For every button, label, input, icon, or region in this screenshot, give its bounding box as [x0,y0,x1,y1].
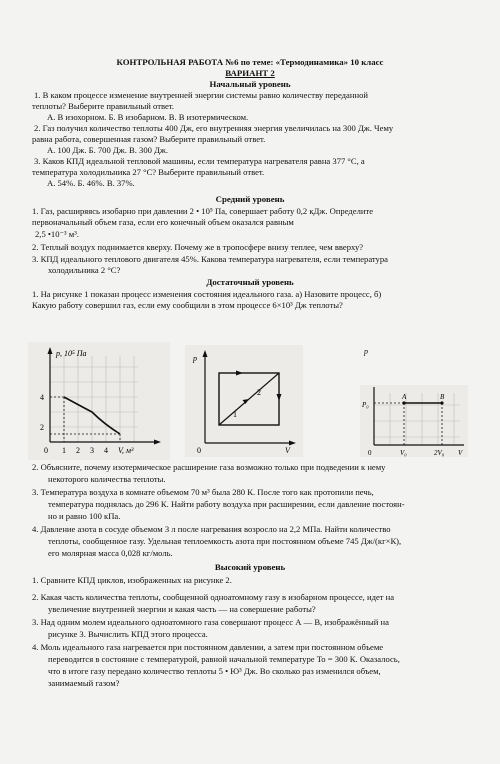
figure-2-origin: 0 [197,446,201,455]
figure-3-p0-label: P₀ [362,401,369,409]
high-q3-line2: рисунке 3. Вычислить КПД этого процесса. [48,629,208,639]
level-heading-middle: Средний уровень [215,194,285,204]
high-q3-line1: 3. Над одним молем идеального одноатомного газа совершают процесс А — В, изображённый на [32,617,389,627]
sufficient-q4-line1: 4. Давление азота в сосуде объемом 3 л после нагревания возросло на 2,2 МПа. Найти количество [32,524,391,534]
basic-q1-line1: 1. В каком процессе изменение внутренней энергии системы равно количеству переданной [34,90,368,100]
figure-2-x-label: V [285,446,290,455]
page-title: КОНТРОЛЬНАЯ РАБОТА №6 по теме: «Термодинамика» 10 класс [116,57,384,67]
high-q4-line4: занимаемый газом? [48,678,120,688]
high-q4-line3: что в итоге газу передано количество теплоты 5 • Ю³ Дж. Во сколько раз изменился объем, [48,666,381,676]
figure-2-graph [185,345,303,457]
figure-1-graph [28,342,170,460]
basic-q1-answers: А. В изохорном. Б. В изобарном. В. В изотермическом. [47,112,249,122]
figure-1-ytick: 4 [40,393,44,402]
basic-q1-line2: теплоты? Выберите правильный ответ. [32,101,175,111]
figure-1-xtick: 0 [44,446,48,455]
basic-q3-answers: А. 54%. Б. 46%. В. 37%. [47,178,135,188]
figure-3-origin: 0 [368,449,372,457]
sufficient-q3-line3: но и равно 100 кПа. [48,511,121,521]
basic-q2-line2: равна работа, совершенная газом? Выберите правильный ответ. [32,134,266,144]
basic-q2-line1: 2. Газ получил количество теплоты 400 Дж, его внутренняя энергия увеличилась на 300 Дж. Чему [34,123,394,133]
figure-1-y-label: p, 10⁵ Па [56,349,87,358]
figure-1-x-label: V, м³ [118,446,134,455]
sufficient-q3-line1: 3. Температура воздуха в комнате объемом 70 м³ была 280 К. После того как протопили печь, [32,487,374,497]
middle-q1-line3: 2,5 •10⁻³ м³. [35,229,79,239]
figure-1-ytick: 2 [40,423,44,432]
sufficient-q1-line2: Какую работу совершил газ, если ему сообщили в этом процессе 6×10³ Дж теплоты? [32,300,343,310]
middle-q2: 2. Теплый воздух поднимается кверху. Почему же в тропосфере внизу теплее, чем вверху? [32,242,364,252]
figure-2-y-label: p [193,354,197,363]
sufficient-q4-line3: его молярная масса 0,028 кг/моль. [48,548,173,558]
figure-1-xtick: 1 [62,446,66,455]
sufficient-q2-line1: 2. Объясните, почему изотермическое расширение газа возможно только при подведении к нему [32,462,386,472]
level-heading-basic: Начальный уровень [209,79,291,89]
level-heading-high: Высокий уровень [214,562,286,572]
figure-3-graph [360,385,468,457]
figure-3-point-a: A [402,393,407,401]
figure-3-x-label: V [458,449,463,457]
figure-3-point-b: B [440,393,445,401]
sufficient-q1-line1: 1. На рисунке 1 показан процесс изменения состояния идеального газа. а) Назовите процесс, б) [32,289,382,299]
high-q4-line1: 4. Моль идеального газа нагревается при постоянном давлении, а затем при постоянном объеме [32,642,384,652]
basic-q3-line2: температура холодильника 27 °С? Выберите правильный ответ. [32,167,265,177]
figure-1-xtick: 2 [76,446,80,455]
middle-q3-line1: 3. КПД идеального теплового двигателя 45%. Какова температура нагревателя, если температура [32,254,388,264]
basic-q2-answers: А. 100 Дж. Б. 700 Дж. В. 300 Дж. [47,145,169,155]
figure-3-y-label: p [364,347,368,356]
basic-q3-line1: 3. Каков КПД идеальной тепловой машины, если температура нагревателя равна 377 °С, а [34,156,365,166]
figure-3-2v0-tick: 2V₀ [434,449,445,457]
middle-q3-line2: холодильника 2 °С? [48,265,121,275]
high-q2-line1: 2. Какая часть количества теплоты, сообщенной одноатомному газу в изобарном процессе, идет на [32,592,395,602]
high-q1: 1. Сравните КПД циклов, изображенных на рисунке 2. [32,575,232,585]
sufficient-q4-line2: теплоты, сообщенное газу. Удельная теплоемкость азота при постоянном объеме 745 Дж/(кг×К), [48,536,402,546]
level-heading-sufficient: Достаточный уровень [206,277,294,287]
figure-2-label-1: 1 [233,410,237,419]
middle-q1-line2: первоначальный объем газа, если его конечный объем оказался равным [32,217,294,227]
variant-title: ВАРИАНТ 2 [225,68,275,78]
high-q2-line2: увеличение внутренней энергии и какая часть — на совершение работы? [48,604,316,614]
figure-1-xtick: 3 [90,446,94,455]
figure-3-v0-tick: V₀ [400,449,407,457]
sufficient-q3-line2: температура поднялась до 296 К. Найти работу воздуха при расширении, если давление постоян- [48,499,405,509]
sufficient-q2-line2: некоторого количества теплоты. [48,474,166,484]
figure-2-label-2: 2 [257,388,261,397]
middle-q1-line1: 1. Газ, расширяясь изобарно при давлении 2 • 10⁵ Па, совершает работу 0,2 кДж. Определите [32,206,374,216]
figure-1-xtick: 4 [104,446,108,455]
high-q4-line2: переводится в состояние с температурой, равной начальной температуре То = 300 К. Оказалось, [48,654,400,664]
